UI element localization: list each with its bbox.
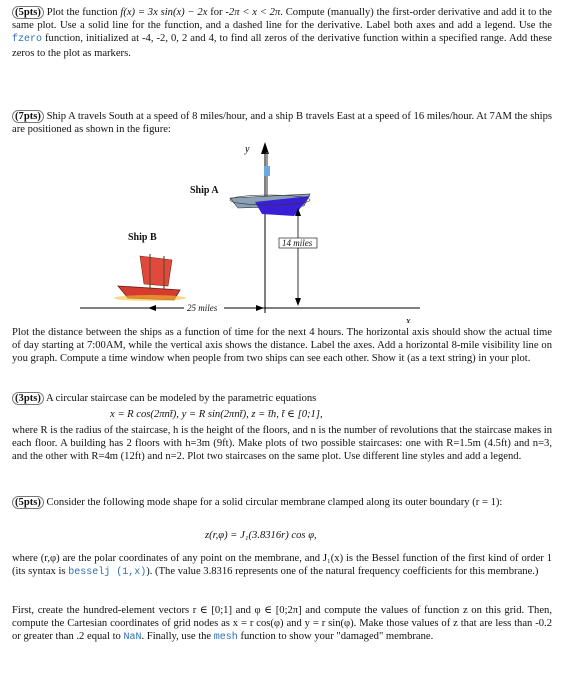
y-axis-arrow: [261, 142, 269, 154]
problem-1-text-b: for: [207, 7, 226, 18]
ship-b-icon: [114, 254, 186, 301]
problem-2-continued: [12, 326, 552, 366]
problem-4: [12, 496, 552, 509]
problem-3-details-text: where R is the radius of the staircase, h is the height of the floors, and n is the number of revolutions that the staircase makes in each floor. A building has 2 floors with h=3m (9ft). Make plots of two possible staircases: one with R=1.5m (4.5ft) and n=3, and the other with R=4m (12ft) and n=2. Plot two staircases on the same plot. Use different line styles and add a legend.: [12, 425, 552, 463]
range-expression: -2π < x < 2π: [225, 7, 281, 18]
problem-4-instructions-text-b: . Finally, use the: [141, 631, 214, 643]
problem-4-bessel-text-b: ). (The value 3.8316 represents one of the natural frequency coefficients for this membrane.): [146, 566, 539, 578]
problem-3-text: A circular staircase can be modeled by the parametric equations: [43, 393, 317, 404]
code-mesh: mesh: [213, 632, 238, 644]
problem-4-instructions: [12, 604, 552, 645]
problem-4-text: Consider the following mode shape for a solid circular membrane clamped along its outer boundary (r = 1):: [43, 497, 503, 508]
ship-a-icon: [230, 152, 310, 216]
horizontal-distance-label: 25 miles: [187, 303, 218, 313]
vertical-dimension-arrow-bottom: [295, 298, 301, 306]
problem-3-details: [12, 424, 552, 464]
points-badge: (5pts): [12, 496, 44, 509]
function-expression: f(x) = 3x sin(x) − 2x: [120, 7, 208, 18]
problem-2-text: Ship A travels South at a speed of 8 miles/hour, and a ship B travels East at a speed of 16 miles/hour. At 7AM the ships are positioned as shown in the figure:: [12, 111, 552, 136]
problem-1-text-d: function, initialized at -4, -2, 0, 2 and 4, to find all zeros of the derivative function within a specified range. Add these zeros to the plot as markers.: [12, 33, 552, 59]
problem-1-text-a: Plot the function: [43, 7, 121, 18]
problem-3: [12, 392, 552, 405]
problem-1-text-c: . Compute (manually) the first-order derivative and add it to the same plot. Use a solid line for the function, and a dashed line for the derivative. Label both axes and add a legend. Use the: [12, 7, 552, 32]
problem-4-bessel-text-a: where (r,φ) are the polar coordinates of any point on the membrane, and J₁(x) is the Bessel function of the first kind of order 1 (its syntax is: [12, 553, 552, 578]
code-besselj: besselj (1,x): [68, 567, 147, 579]
ships-figure: [80, 138, 440, 323]
horizontal-dimension-arrow-right: [256, 305, 264, 311]
horizontal-dimension-arrow-left: [148, 305, 156, 311]
code-fzero: fzero: [12, 34, 43, 46]
membrane-equation: z(r,φ) = J₁(3.8316r) cos φ,: [205, 530, 317, 541]
problem-4-instructions-text-c: function to show your "damaged" membrane.: [237, 631, 434, 643]
x-axis-label: x: [406, 316, 411, 323]
y-axis-label: y: [245, 144, 250, 155]
problem-2: [12, 110, 552, 136]
problem-1: [12, 6, 552, 60]
points-badge: (7pts): [12, 110, 44, 123]
vertical-distance-label: 14 miles: [282, 238, 313, 248]
code-nan: NaN: [123, 632, 142, 644]
problem-4-instructions-text-a: First, create the hundred-element vectors r ∈ [0;1] and φ ∈ [0;2π] and compute the values of function z on this grid. Then, compute the Cartesian coordinates of grid nodes as x = r cos(φ) and y = r sin(φ). Make those values of z that are less than -0.2 or greater than .2 equal to: [12, 605, 552, 643]
ship-a-label: Ship A: [190, 185, 219, 196]
ship-b-label: Ship B: [128, 232, 157, 243]
points-badge: (3pts): [12, 392, 44, 405]
problem-4-bessel: [12, 552, 552, 579]
staircase-equations: x = R cos(2πnt̄), y = R sin(2πnt̄), z = t̄h, t̄ ∈ [0;1],: [110, 409, 323, 420]
problem-2-task-text: Plot the distance between the ships as a function of time for the next 4 hours. The horizontal axis should show the actual time of day starting at 7:00AM, while the vertical axis shows the distance. Label the axes. Add a horizontal 8-mile visibility line on you graph. Compute a time window when people from two ships can see each other. Show it (as a text string) in your plot.: [12, 327, 552, 365]
points-badge: (5pts): [12, 6, 44, 19]
